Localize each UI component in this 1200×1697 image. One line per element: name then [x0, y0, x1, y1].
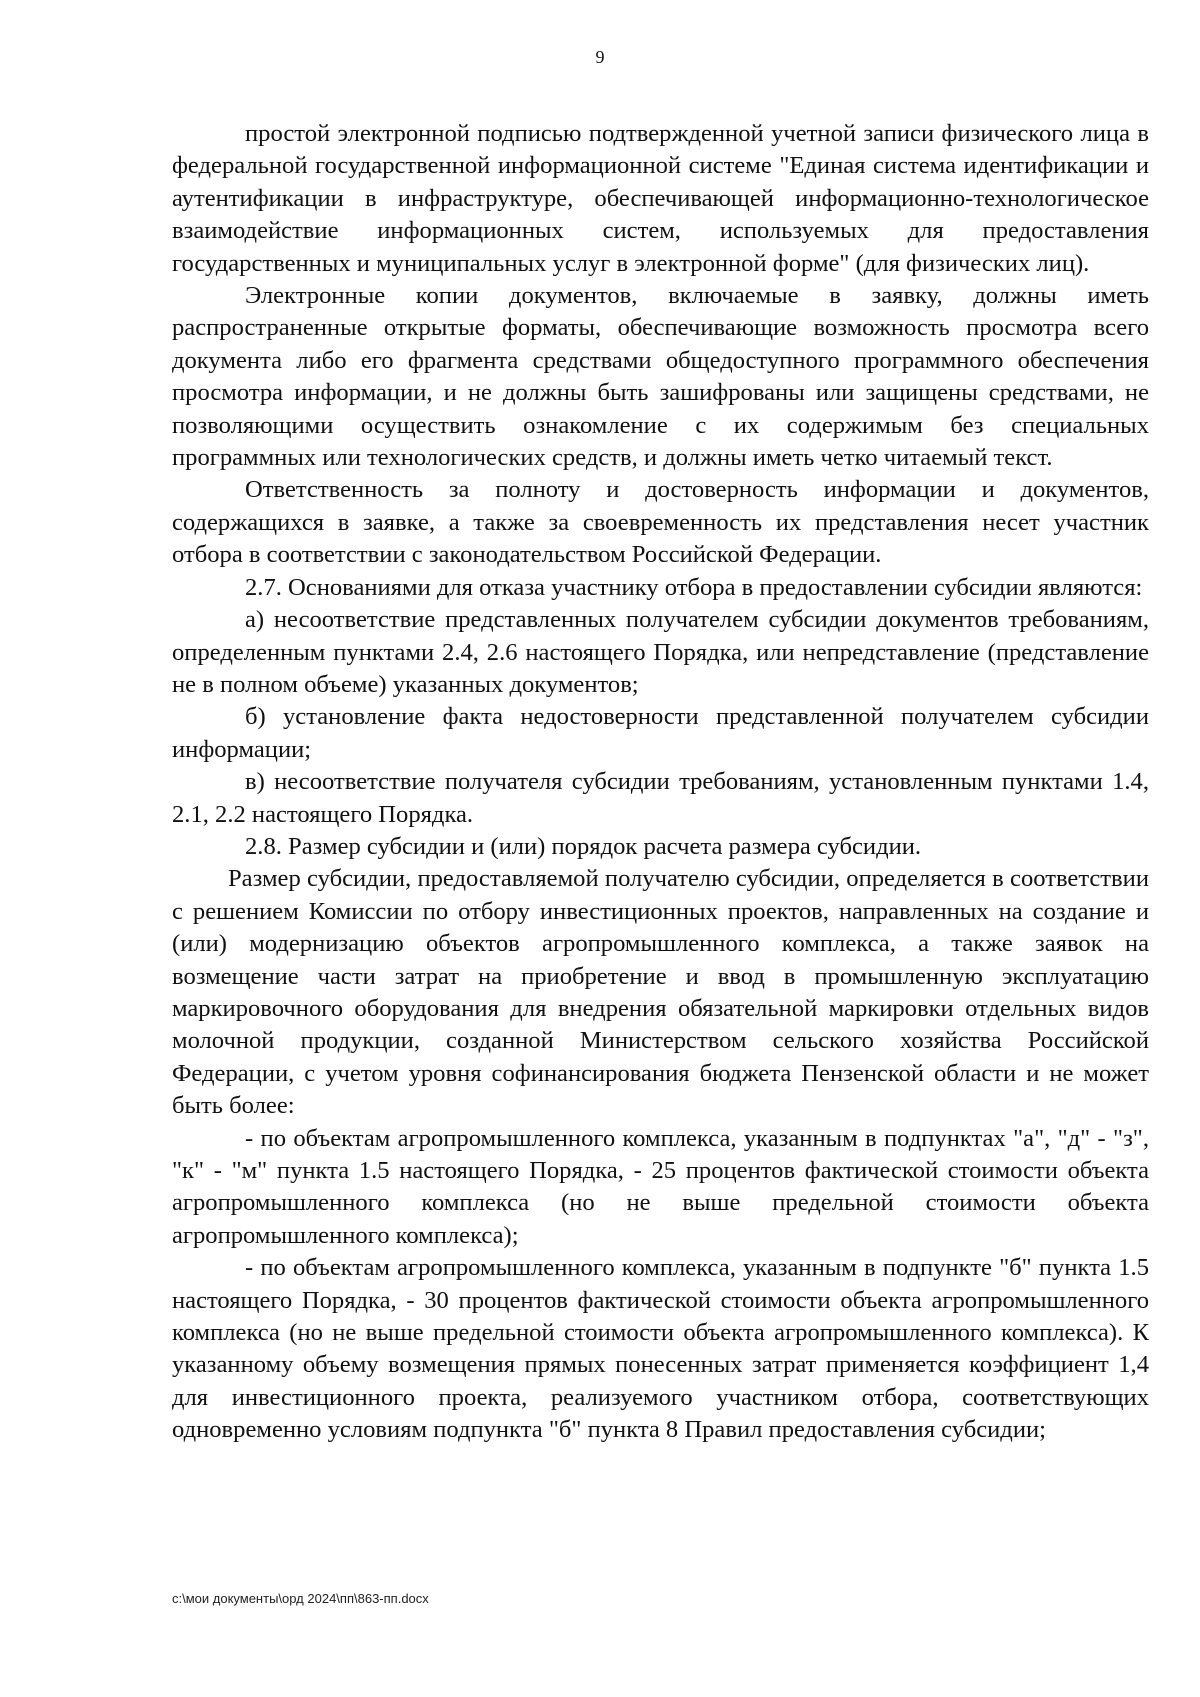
document-body [172, 118, 1149, 1447]
paragraph-responsibility: Ответственность за полноту и достоверность информации и документов, содержащихся в заявке, а также за своевременность их представления несет участник отбора в соответствии с законодательством Российской Федерации. [172, 476, 1149, 569]
paragraph-subsidy-size: Размер субсидии, предоставляемой получателю субсидии, определяется в соответствии с решением Комиссии по отбору инвестиционных проектов, направленных на создание и (или) модернизацию объектов агропромышленного комплекса, а также заявок на возмещение части затрат на приобретение и ввод в промышленную эксплуатацию маркировочного оборудования для внедрения обязательной маркировки отдельных видов молочной продукции, созданной Министерством сельского хозяйства Российской Федерации, с учетом уровня софинансирования бюджета Пензенской области и не может быть более: [172, 865, 1149, 1120]
list-item-v: в) несоответствие получателя субсидии требованиям, установленным пунктами 1.4, 2.1, 2.2 настоящего Порядка. [172, 768, 1149, 828]
footer-file-path: c:\мои документы\орд 2024\пп\863-пп.docx [172, 1591, 429, 1606]
page-number: 9 [595, 47, 605, 67]
list-item-25-percent: - по объектам агропромышленного комплекса, указанным в подпунктах "а", "д" - "з", "к" - "м" пункта 1.5 настоящего Порядка, - 25 процентов фактической стоимости объекта агропромышленного комплекса (но не выше предельной стоимости объекта агропромышленного комплекса); [172, 1124, 1149, 1249]
list-item-b: б) установление факта недостоверности представленной получателем субсидии информации; [172, 703, 1149, 763]
list-item-30-percent: - по объектам агропромышленного комплекса, указанным в подпункте "б" пункта 1.5 настоящего Порядка, - 30 процентов фактической стоимости объекта агропромышленного комплекса (но не выше предельной стоимости объекта агропромышленного комплекса). К указанному объему возмещения прямых понесенных затрат применяется коэффициент 1,4 для инвестиционного проекта, реализуемого участником отбора, соответствующих одновременно условиям подпункта "б" пункта 8 Правил предоставления субсидии; [172, 1254, 1149, 1444]
paragraph-signature-continuation: простой электронной подписью подтвержденной учетной записи физического лица в федеральной государственной информационной системе "Единая система идентификации и аутентификации в инфраструктуре, обеспечивающей информационно-технологическое взаимодействие информационных систем, используемых для предоставления государственных и муниципальных услуг в электронной форме" (для физических лиц). [172, 120, 1149, 277]
paragraph-2-8-heading: 2.8. Размер субсидии и (или) порядок расчета размера субсидии. [245, 832, 922, 860]
paragraph-electronic-copies: Электронные копии документов, включаемые в заявку, должны иметь распространенные открытые форматы, обеспечивающие возможность просмотра всего документа либо его фрагмента средствами общедоступного программного обеспечения просмотра информации, и не должны быть зашифрованы или защищены средствами, не позволяющими осуществить ознакомление с их содержимым без специальных программных или технологических средств, и должны иметь четко читаемый текст. [172, 282, 1149, 472]
paragraph-2-7-heading: 2.7. Основаниями для отказа участнику отбора в предоставлении субсидии являются: [245, 573, 1143, 601]
list-item-a: а) несоответствие представленных получателем субсидии документов требованиям, определенным пунктами 2.4, 2.6 настоящего Порядка, или непредставление (представление не в полном объеме) указанных документов; [172, 606, 1149, 698]
